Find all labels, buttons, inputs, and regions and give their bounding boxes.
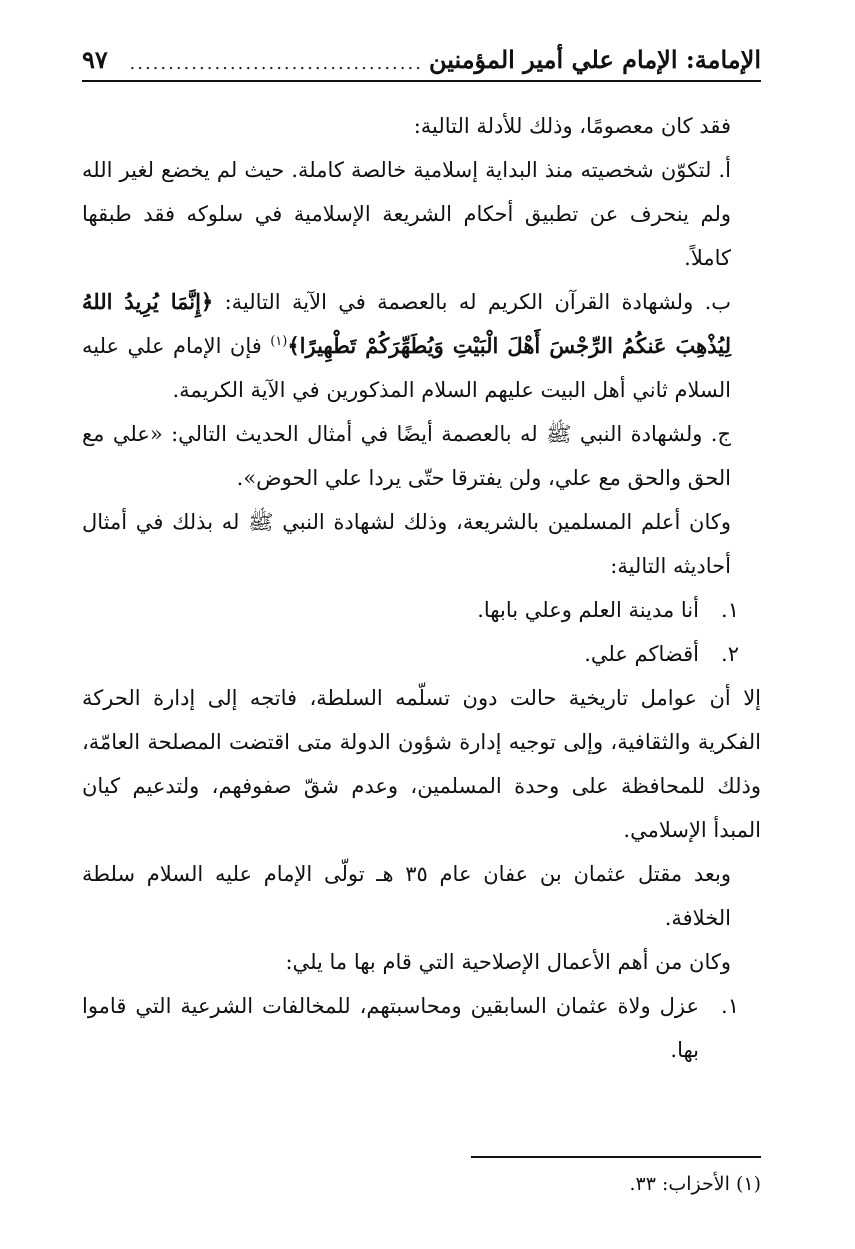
- list-number: ٢.: [721, 642, 739, 666]
- quran-verse: ﴿إِنَّمَا يُرِيدُ اللهُ لِيُذْهِبَ عَنكُمُ الرِّجْسَ أَهْلَ الْبَيْتِ وَيُطَهِّرَكُمْ تَطْهِيرًا﴾: [82, 289, 731, 358]
- header-leader-dots: ......................................: [129, 53, 423, 74]
- footnote: (١) الأحزاب: ٣٣.: [629, 1173, 761, 1195]
- list-text: أنا مدينة العلم وعلي بابها.: [477, 598, 699, 622]
- header-title: الإمامة: الإمام علي أمير المؤمنين: [428, 45, 761, 74]
- footnote-reference: (١): [270, 334, 288, 349]
- paragraph-quran-citation: [82, 280, 761, 412]
- body-text: [82, 104, 761, 1072]
- footnote-rule: [471, 1156, 761, 1158]
- paragraph: أ. لتكوّن شخصيته منذ البداية إسلامية خالصة كاملة. حيث لم يخضع لغير الله ولم ينحرف عن تطبيق أحكام الشريعة الإسلامية في سلوكه فقد طبقها كاملاً.: [82, 158, 731, 270]
- running-header: [82, 34, 761, 74]
- list-item: [82, 632, 761, 676]
- paragraph-text: فإن الإمام علي عليه السلام ثاني أهل البيت عليهم السلام المذكورين في الآية الكريمة.: [82, 334, 731, 402]
- list-number: ١.: [721, 598, 739, 622]
- paragraph: إلا أن عوامل تاريخية حالت دون تسلّمه السلطة، فاتجه إلى إدارة الحركة الفكرية والثقافية، وإلى توجيه إدارة شؤون الدولة متى اقتضت المصلحة العامّة، وذلك للمحافظة على وحدة المسلمين، وعدم شقّ صفوفهم، ولتدعيم كيان المبدأ الإسلامي.: [82, 686, 761, 842]
- paragraph: ج. ولشهادة النبي ﷺ له بالعصمة أيضًا في أمثال الحديث التالي: «علي مع الحق والحق مع علي، ولن يفترقا حتّى يردا علي الحوض».: [82, 422, 731, 490]
- paragraph-text: ب. ولشهادة القرآن الكريم له بالعصمة في الآية التالية:: [213, 290, 732, 314]
- page-number: ٩٧: [82, 45, 108, 74]
- list-text: عزل ولاة عثمان السابقين ومحاسبتهم، للمخالفات الشرعية التي قاموا بها.: [82, 994, 699, 1062]
- list-text: أقضاكم علي.: [584, 642, 699, 666]
- header-rule: [82, 80, 761, 82]
- paragraph: وبعد مقتل عثمان بن عفان عام ٣٥ هـ تولّى الإمام عليه السلام سلطة الخلافة.: [82, 862, 731, 930]
- paragraph: فقد كان معصومًا، وذلك للأدلة التالية:: [413, 114, 731, 138]
- list-item: [82, 588, 761, 632]
- paragraph: وكان من أهم الأعمال الإصلاحية التي قام بها ما يلي:: [285, 950, 731, 974]
- list-number: ١.: [721, 994, 739, 1018]
- list-item: [82, 984, 761, 1072]
- paragraph: وكان أعلم المسلمين بالشريعة، وذلك لشهادة النبي ﷺ له بذلك في أمثال أحاديثه التالية:: [82, 510, 731, 578]
